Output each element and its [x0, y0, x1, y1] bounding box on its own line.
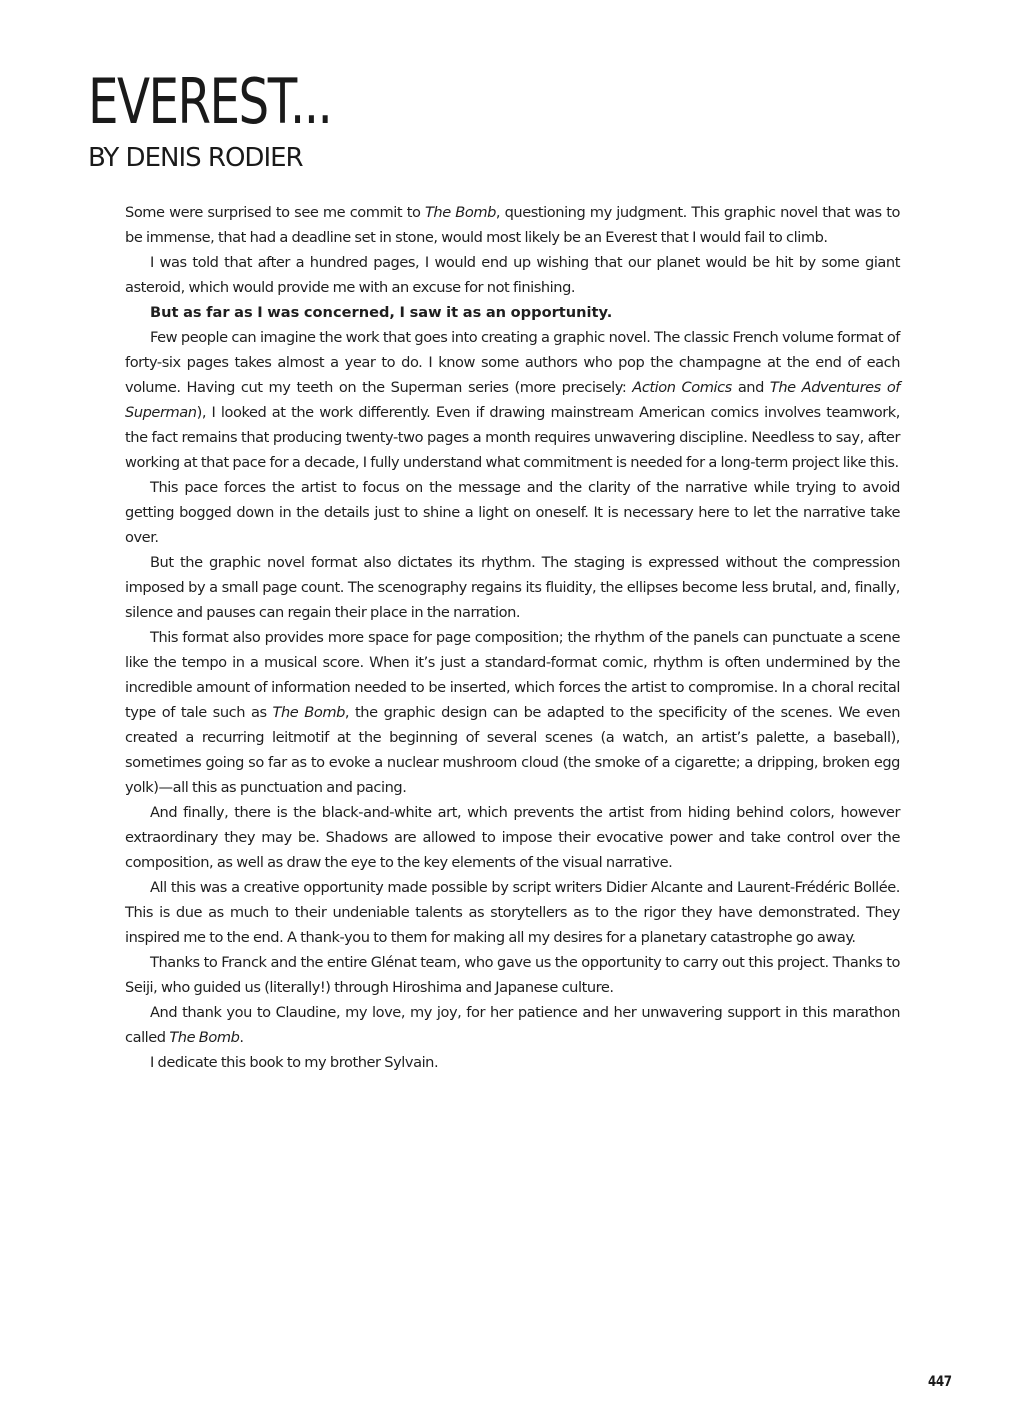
paragraph: Some were surprised to see me commit to The Bomb, questioning my judgment. This graphic novel that was to be immense, that had a deadline set in stone, would most likely be an Everest that I would fail to climb. — [125, 204, 900, 246]
paragraph: And thank you to Claudine, my love, my joy, for her patience and her unwavering support in this marathon called The Bomb. — [125, 1004, 900, 1046]
paragraph: I was told that after a hundred pages, I would end up wishing that our planet would be hit by some giant asteroid, which would provide me with an excuse for not finishing. — [125, 254, 900, 296]
essay-body — [125, 200, 900, 1075]
page-title: EVEREST... — [88, 65, 332, 138]
paragraph: And finally, there is the black-and-white art, which prevents the artist from hiding behind colors, however extraordinary they may be. Shadows are allowed to impose their evocative power and take control over the composition, as well as draw the eye to the key elements of the visual narrative. — [125, 804, 900, 871]
paragraph: All this was a creative opportunity made possible by script writers Didier Alcante and Laurent-Frédéric Bollée. This is due as much to their undeniable talents as storytellers as to the rigor they have demonstrated. They inspired me to the end. A thank-you to them for making all my desires for a planetary catastrophe go away. — [125, 879, 900, 946]
italic-title: The Bomb — [169, 1029, 240, 1046]
paragraph: But the graphic novel format also dictates its rhythm. The staging is expressed without the compression imposed by a small page count. The scenography regains its fluidity, the ellipses become less brutal, and, finally, silence and pauses can regain their place in the narration. — [125, 554, 900, 621]
italic-title: The Bomb — [272, 704, 345, 721]
italic-title: The Bomb — [424, 204, 496, 221]
author-byline: BY DENIS RODIER — [88, 143, 303, 173]
paragraph: I dedicate this book to my brother Sylvain. — [150, 1054, 439, 1071]
italic-title: Action Comics — [632, 379, 732, 396]
bold-paragraph: But as far as I was concerned, I saw it as an opportunity. — [150, 304, 613, 321]
paragraph: This format also provides more space for page composition; the rhythm of the panels can punctuate a scene like the tempo in a musical score. When it’s just a standard-format comic, rhythm is often undermined by the incredible amount of information needed to be inserted, which forces the artist to compromise. In a choral recital type of tale such as The Bomb, the graphic design can be adapted to the specificity of the scenes. We even created a recurring leitmotif at the beginning of several scenes (a watch, an artist’s palette, a baseball), sometimes going so far as to evoke a nuclear mushroom cloud (the smoke of a cigarette; a dripping, broken egg yolk)—all this as punctuation and pacing. — [125, 629, 900, 796]
page-number: 447 — [928, 1374, 952, 1390]
paragraph: Few people can imagine the work that goes into creating a graphic novel. The classic French volume format of forty-six pages takes almost a year to do. I know some authors who pop the champagne at the end of each volume. Having cut my teeth on the Superman series (more precisely: Action Comics and The Adventures of Superman), I looked at the work differently. Even if drawing mainstream American comics involves teamwork, the fact remains that producing twenty-two pages a month requires unwavering discipline. Needless to say, after working at that pace for a decade, I fully understand what commitment is needed for a long-term project like this. — [125, 329, 900, 471]
italic-title: The Adventures of Superman — [125, 379, 900, 421]
paragraph: This pace forces the artist to focus on the message and the clarity of the narrative while trying to avoid getting bogged down in the details just to shine a light on oneself. It is necessary here to let the narrative take over. — [125, 479, 900, 546]
paragraph: Thanks to Franck and the entire Glénat team, who gave us the opportunity to carry out this project. Thanks to Seiji, who guided us (literally!) through Hiroshima and Japanese culture. — [125, 954, 900, 996]
